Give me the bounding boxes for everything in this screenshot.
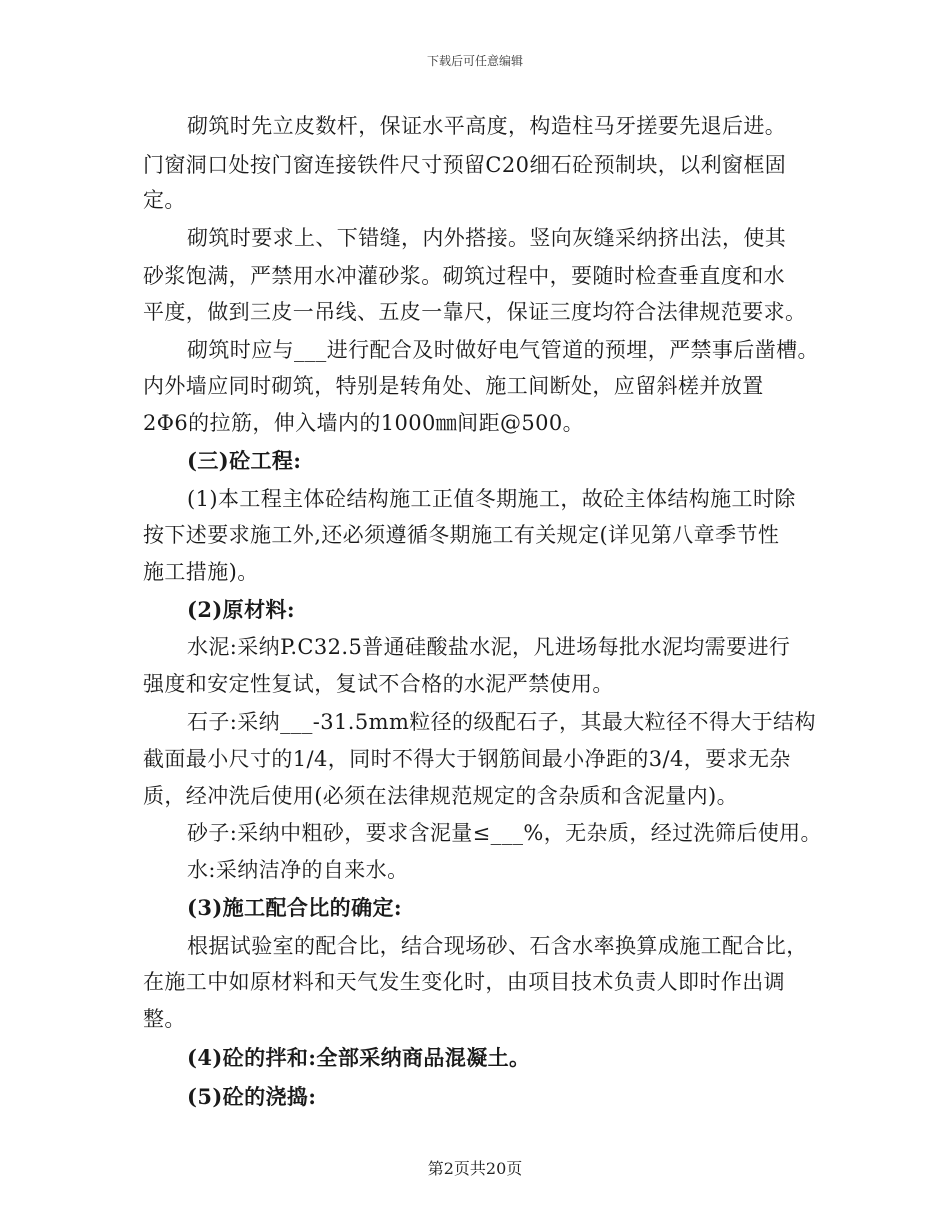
text-line: 石子:采纳___-31.5mm粒径的级配石子，其最大粒径不得大于结构	[187, 710, 816, 734]
page-header: 下载后可任意编辑	[426, 54, 523, 68]
text-line: 截面最小尺寸的1/4，同时不得大于钢筋间最小净距的3/4，要求无杂	[143, 747, 791, 771]
text-line: 在施工中如原材料和天气发生变化时，由项目技术负责人即时作出调	[143, 970, 785, 994]
text-line: 根据试验室的配合比，结合现场砂、石含水率换算成施工配合比，	[187, 934, 808, 958]
text-line: 水:采纳洁净的自来水。	[187, 858, 409, 882]
section-heading: (3)施工配合比的确定:	[187, 895, 403, 920]
text-line: 质，经冲洗后使用(必须在法律规范规定的含杂质和含泥量内)。	[143, 784, 738, 808]
text-line: 内外墙应同时砌筑，特别是转角处、施工间断处，应留斜槎并放置	[143, 374, 764, 398]
text-line: 定。	[143, 188, 186, 212]
text-line: 平度，做到三皮一吊线、五皮一靠尺，保证三度均符合法律规范要求。	[143, 300, 807, 324]
section-heading: (三)砼工程:	[187, 448, 302, 473]
text-line: 强度和安定性复试，复试不合格的水泥严禁使用。	[143, 672, 614, 696]
section-heading: (4)砼的拌和:全部采纳商品混凝土。	[187, 1045, 531, 1070]
section-heading: (2)原材料:	[187, 597, 296, 622]
text-line: 砌筑时要求上、下错缝，内外搭接。竖向灰缝采纳挤出法，使其	[187, 226, 787, 250]
text-line: 整。	[143, 1007, 186, 1031]
text-line: 施工措施)。	[143, 560, 259, 584]
text-line: 砂浆饱满，严禁用水冲灌砂浆。砌筑过程中，要随时检查垂直度和水	[143, 264, 785, 288]
text-line: 2Φ6的拉筋，伸入墙内的1000㎜间距@500。	[143, 411, 585, 435]
page-footer: 第2页共20页	[427, 1159, 523, 1178]
section-heading: (5)砼的浇捣:	[187, 1084, 317, 1109]
text-line: 砌筑时应与___进行配合及时做好电气管道的预埋，严禁事后凿槽。	[187, 338, 819, 362]
text-line: 砂子:采纳中粗砂，要求含泥量≤___%，无杂质，经过洗筛后使用。	[187, 821, 822, 845]
text-line: 水泥:采纳P.C32.5普通硅酸盐水泥，凡进场每批水泥均需要进行	[187, 635, 791, 659]
text-line: 砌筑时先立皮数杆，保证水平高度，构造柱马牙搓要先退后进。	[187, 114, 787, 138]
text-line: (1)本工程主体砼结构施工正值冬期施工，故砼主体结构施工时除	[187, 487, 796, 511]
text-line: 按下述要求施工外,还必须遵循冬期施工有关规定(详见第八章季节性	[143, 523, 780, 547]
text-line: 门窗洞口处按门窗连接铁件尺寸预留C20细石砼预制块，以利窗框固	[143, 153, 787, 177]
